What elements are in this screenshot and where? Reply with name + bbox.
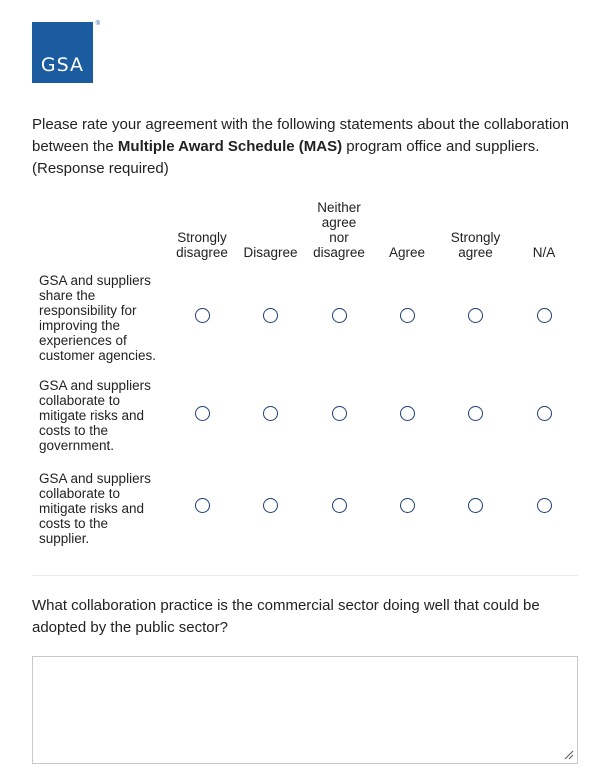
radio-option-0-4[interactable] [468, 308, 483, 323]
rating-question [32, 114, 577, 180]
radio-cell [305, 463, 373, 553]
statement-line: collaborate to [39, 485, 121, 501]
scale-header-line: Neither [317, 200, 361, 215]
radio-option-0-1[interactable] [263, 308, 278, 323]
radio-option-2-0[interactable] [195, 498, 210, 513]
statement-line: mitigate risks and [39, 500, 145, 516]
scale-header-line: disagree [313, 245, 365, 260]
gsa-logo [32, 21, 100, 83]
radio-cell [305, 268, 373, 368]
registered-mark: ® [95, 21, 100, 27]
radio-cell [236, 368, 305, 463]
statement-line: collaborate to [39, 393, 121, 408]
radio-cell [373, 368, 441, 463]
statement-line: costs to the [39, 423, 109, 438]
scale-header-line: N/A [532, 245, 556, 260]
radio-option-0-2[interactable] [332, 308, 347, 323]
question-bold-program: Multiple Award Schedule (MAS) [117, 138, 343, 155]
logo-text: GSA [40, 54, 85, 76]
question-suffix: program office and suppliers. [342, 138, 540, 155]
statement-row [32, 368, 578, 463]
scale-header-4 [441, 200, 510, 268]
radio-option-1-2[interactable] [332, 406, 347, 421]
open-question: What collaboration practice is the commercial sector doing well that could be adopted by the public sector? [32, 597, 540, 636]
radio-cell [168, 463, 236, 553]
radio-option-1-4[interactable] [468, 406, 483, 421]
statement-line: GSA and suppliers [39, 470, 151, 486]
radio-option-1-3[interactable] [400, 406, 415, 421]
radio-cell [373, 463, 441, 553]
answer-textarea[interactable] [32, 656, 578, 764]
radio-cell [236, 463, 305, 553]
scale-header-line: Disagree [243, 245, 298, 260]
scale-header-line: nor [329, 230, 349, 245]
scale-header-line: agree [321, 215, 357, 230]
radio-option-0-5[interactable] [537, 308, 552, 323]
radio-cell [236, 268, 305, 368]
header-spacer [32, 200, 168, 268]
radio-option-2-3[interactable] [400, 498, 415, 513]
scale-header-line: Agree [388, 245, 426, 260]
scale-header-1 [236, 200, 305, 268]
scale-header-5 [510, 200, 578, 268]
statement-row [32, 463, 578, 553]
radio-cell [510, 368, 578, 463]
scale-header-line: disagree [176, 245, 228, 260]
scale-header-3 [373, 200, 441, 268]
scale-header-row [32, 200, 578, 268]
statement-line: share the [39, 288, 96, 303]
statement-line: GSA and suppliers [39, 273, 151, 288]
scale-header-0 [168, 200, 236, 268]
scale-header-line: Strongly [177, 230, 227, 245]
radio-cell [441, 268, 510, 368]
response-required-note: (Response required) [32, 160, 169, 177]
radio-option-2-4[interactable] [468, 498, 483, 513]
radio-option-0-3[interactable] [400, 308, 415, 323]
radio-option-2-1[interactable] [263, 498, 278, 513]
resize-handle-icon[interactable] [564, 750, 574, 760]
radio-cell [510, 268, 578, 368]
rating-matrix [32, 200, 578, 553]
statement-label [32, 368, 168, 463]
statement-label [32, 268, 168, 368]
scale-header-line: Strongly [450, 230, 501, 245]
statement-line: supplier. [39, 530, 90, 546]
statement-line: experiences of [39, 333, 127, 348]
scale-header-line: agree [458, 245, 493, 260]
radio-cell [441, 463, 510, 553]
radio-cell [168, 368, 236, 463]
section-divider [32, 575, 578, 576]
radio-option-0-0[interactable] [195, 308, 210, 323]
statement-line: government. [39, 438, 115, 453]
radio-option-1-0[interactable] [195, 406, 210, 421]
statement-line: mitigate risks and [39, 408, 145, 423]
radio-cell [510, 463, 578, 553]
statement-label [32, 463, 168, 553]
radio-option-1-5[interactable] [537, 406, 552, 421]
radio-option-2-2[interactable] [332, 498, 347, 513]
radio-cell [305, 368, 373, 463]
statement-line: improving the [39, 318, 121, 333]
radio-cell [373, 268, 441, 368]
statement-line: GSA and suppliers [39, 378, 151, 393]
statement-line: customer agencies. [39, 348, 157, 363]
radio-cell [441, 368, 510, 463]
question-prefix: Please rate your agreement with the following statements about the collaboration between the [32, 116, 569, 155]
radio-cell [168, 268, 236, 368]
radio-option-1-1[interactable] [263, 406, 278, 421]
radio-option-2-5[interactable] [537, 498, 552, 513]
statement-line: costs to the [39, 515, 109, 531]
scale-header-2 [305, 200, 373, 268]
statement-row [32, 268, 578, 368]
statement-line: responsibility for [39, 303, 137, 318]
